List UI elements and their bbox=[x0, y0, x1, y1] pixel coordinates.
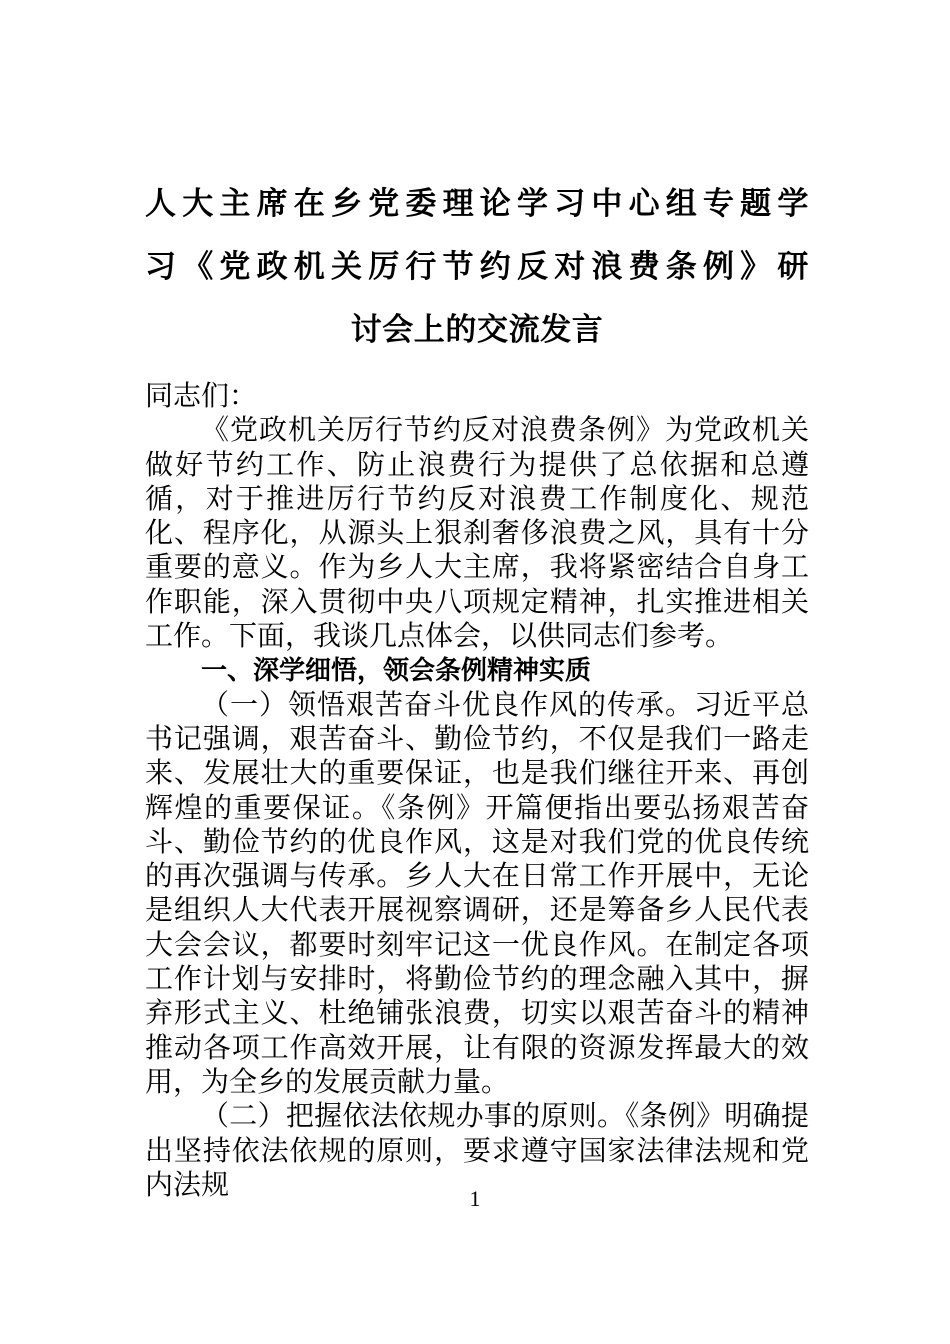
title-line-1: 人大主席在乡党委理论学习中心组专题学 bbox=[145, 186, 809, 221]
paragraph-subsection-1: （一）领悟艰苦奋斗优良作风的传承。习近平总书记强调，艰苦奋斗、勤俭节约，不仅是我们一路走来、发展壮大的重要保证，也是我们继往开来、再创辉煌的重要保证。《条例》开篇便指出要弘扬艰苦奋斗、勤俭节约的优良作风，这是对我们党的优良传统的再次强调与传承。乡人大在日常工作开展中，无论是组织人大代表开展视察调研，还是筹备乡人民代表大会会议，都要时刻牢记这一优良作风。在制定各项工作计划与安排时，将勤俭节约的理念融入其中，摒弃形式主义、杜绝铺张浪费，切实以艰苦奋斗的精神推动各项工作高效开展，让有限的资源发挥最大的效用，为全乡的发展贡献力量。 bbox=[145, 688, 809, 1097]
page-title bbox=[145, 172, 809, 361]
document-content bbox=[145, 172, 809, 1202]
title-line-3: 讨会上的交流发言 bbox=[350, 312, 604, 347]
page-number: 1 bbox=[469, 1186, 481, 1211]
section-heading-1: 一、深学细悟，领会条例精神实质 bbox=[201, 655, 592, 686]
salutation: 同志们： bbox=[145, 380, 258, 411]
document-body bbox=[145, 379, 809, 1202]
title-line-2: 习《党政机关厉行节约反对浪费条例》研 bbox=[145, 249, 809, 284]
paragraph-subsection-2: （二）把握依法依规办事的原则。《条例》明确提出坚持依法依规的原则，要求遵守国家法律法规和党内法规 bbox=[145, 1100, 809, 1200]
paragraph-intro: 《党政机关厉行节约反对浪费条例》为党政机关做好节约工作、防止浪费行为提供了总依据和总遵循，对于推进厉行节约反对浪费工作制度化、规范化、程序化，从源头上狠刹奢侈浪费之风，具有十分重要的意义。作为乡人大主席，我将紧密结合自身工作职能，深入贯彻中央八项规定精神，扎实推进相关工作。下面，我谈几点体会，以供同志们参考。 bbox=[145, 414, 809, 652]
